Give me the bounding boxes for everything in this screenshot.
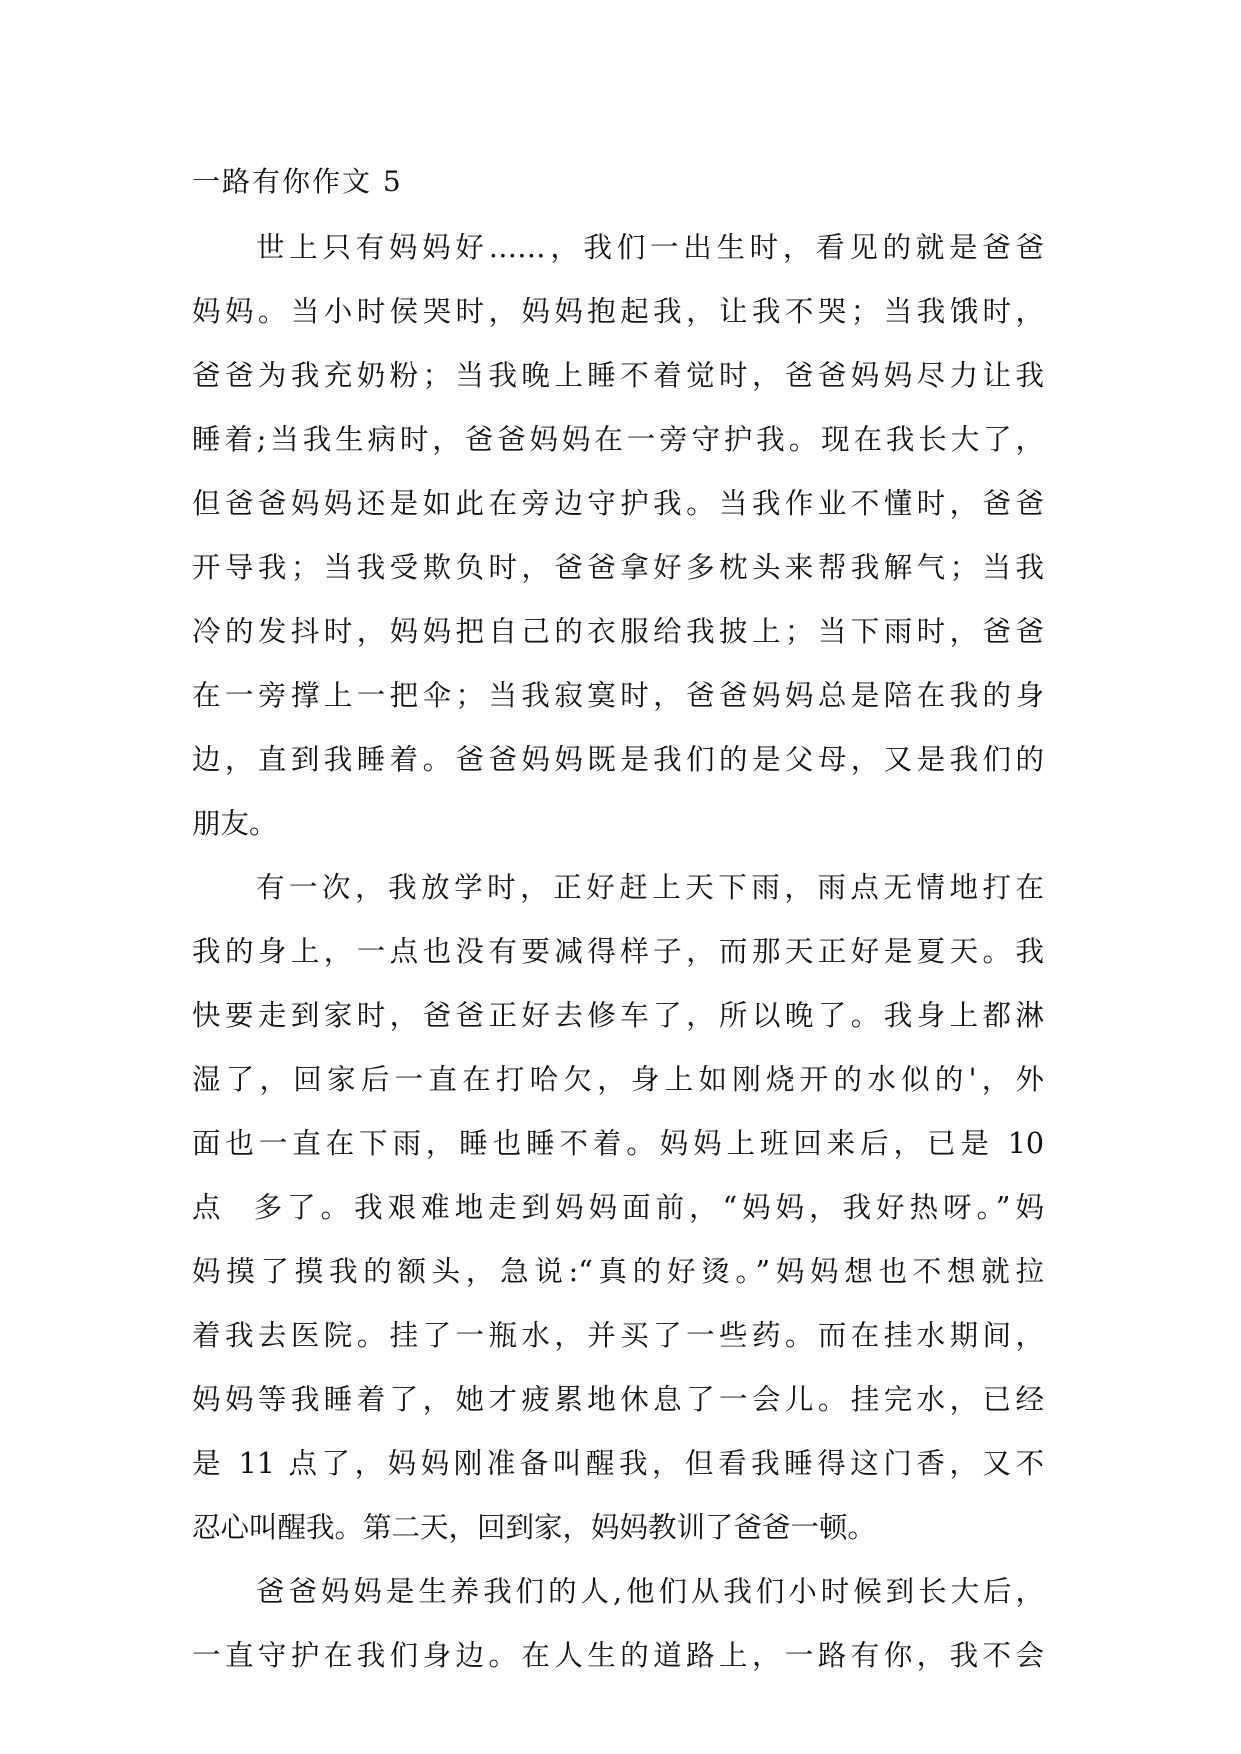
text-line: 边，直到我睡着。爸爸妈妈既是我们的是父母，又是我们的 (192, 743, 1044, 776)
text-line: 但爸爸妈妈还是如此在旁边守护我。当我作业不懂时，爸爸 (192, 487, 1044, 520)
text-line: 一直守护在我们身边。在人生的道路上，一路有你，我不会 (192, 1639, 1044, 1672)
document-body (192, 216, 1044, 1688)
text-line: 开导我；当我受欺负时，爸爸拿好多枕头来帮我解气；当我 (192, 551, 1044, 584)
text-line: 快要走到家时，爸爸正好去修车了，所以晚了。我身上都淋 (192, 999, 1044, 1032)
text-line: 妈妈等我睡着了，她才疲累地休息了一会儿。挂完水，已经 (192, 1383, 1044, 1416)
text-line: 是 11 点了，妈妈刚准备叫醒我，但看我睡得这门香，又不 (192, 1447, 1044, 1480)
text-line: 妈摸了摸我的额头，急说:“真的好烫。”妈妈想也不想就拉 (192, 1255, 1044, 1288)
text-line: 世上只有妈妈好……，我们一出生时，看见的就是爸爸 (256, 231, 1044, 264)
text-line: 爸爸为我充奶粉；当我晚上睡不着觉时，爸爸妈妈尽力让我 (192, 359, 1044, 392)
document-title: 一路有你作文 5 (192, 165, 403, 198)
text-line: 睡着;当我生病时，爸爸妈妈在一旁守护我。现在我长大了， (192, 423, 1044, 456)
text-line: 有一次，我放学时，正好赶上天下雨，雨点无情地打在 (256, 871, 1044, 904)
text-line: 妈妈。当小时侯哭时，妈妈抱起我，让我不哭；当我饿时， (192, 295, 1044, 328)
text-line: 爸爸妈妈是生养我们的人,他们从我们小时候到长大后， (256, 1575, 1044, 1608)
text-line: 朋友。 (192, 807, 278, 840)
text-line: 面也一直在下雨，睡也睡不着。妈妈上班回来后，已是 10 (192, 1127, 1044, 1160)
text-line: 着我去医院。挂了一瓶水，并买了一些药。而在挂水期间， (192, 1319, 1044, 1352)
text-line: 在一旁撑上一把伞；当我寂寞时，爸爸妈妈总是陪在我的身 (192, 679, 1044, 712)
text-line: 湿了，回家后一直在打哈欠，身上如刚烧开的水似的'，外 (192, 1063, 1044, 1096)
text-line: 点 多了。我艰难地走到妈妈面前，“妈妈，我好热呀。”妈 (192, 1191, 1044, 1224)
text-line: 我的身上，一点也没有要减得样子，而那天正好是夏天。我 (192, 935, 1044, 968)
text-line: 忍心叫醒我。第二天，回到家，妈妈教训了爸爸一顿。 (192, 1511, 877, 1544)
text-line: 冷的发抖时，妈妈把自己的衣服给我披上；当下雨时，爸爸 (192, 615, 1044, 648)
